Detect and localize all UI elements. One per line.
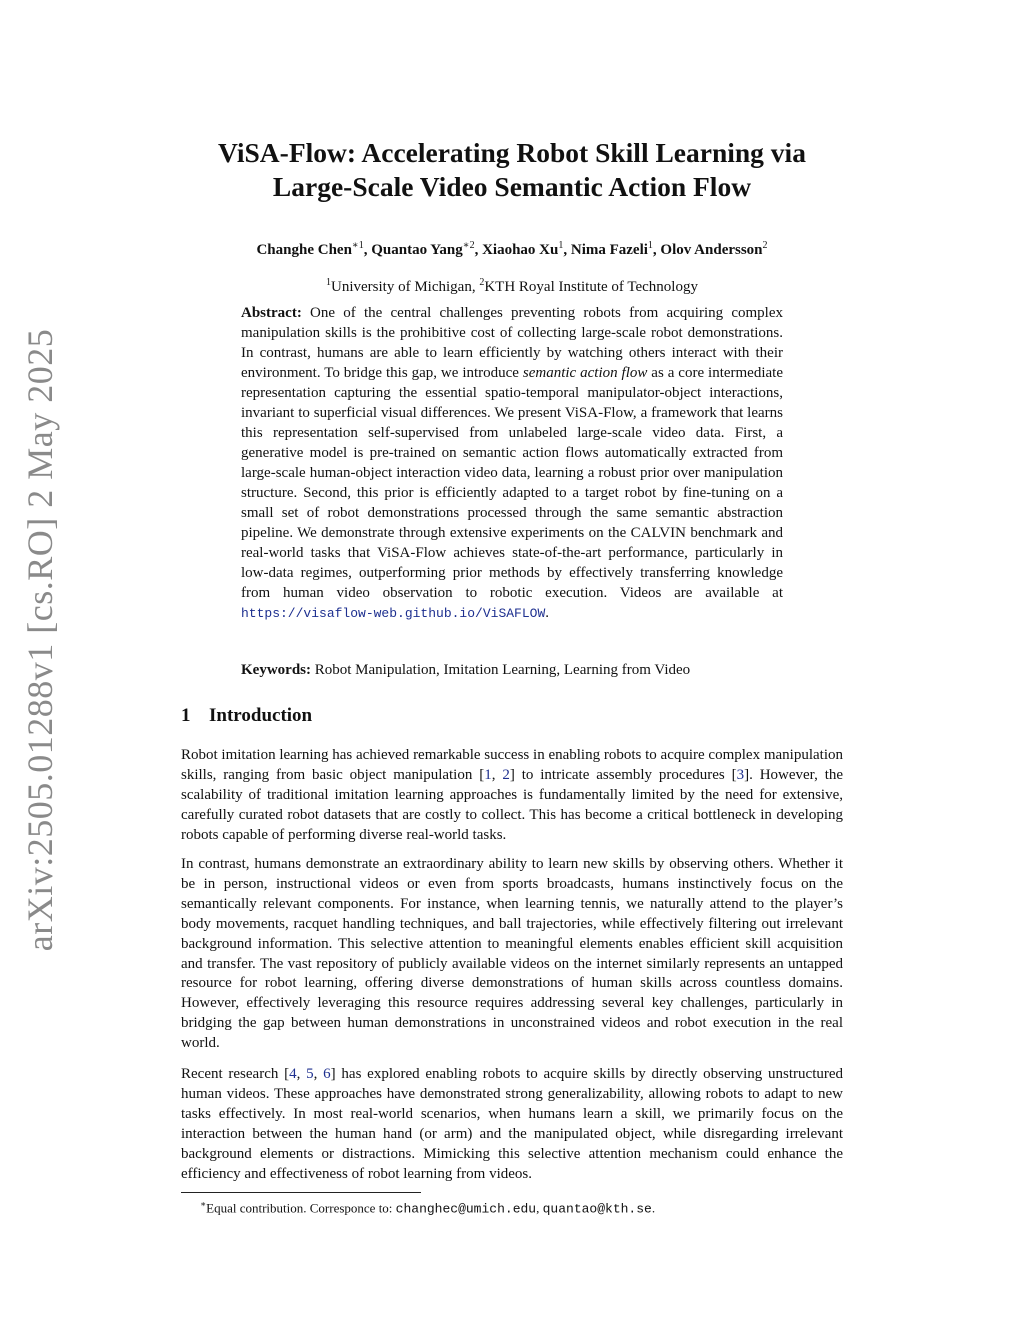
footnote-text: Equal contribution. Corresponce to: xyxy=(206,1200,396,1216)
author-list xyxy=(150,236,874,260)
arxiv-identifier: arXiv:2505.01288v1 [cs.RO] 2 May 2025 xyxy=(20,328,60,952)
affiliations xyxy=(150,273,874,297)
intro-paragraph-3 xyxy=(181,1065,843,1184)
abstract xyxy=(241,303,783,624)
author-affiliation-mark: 1 xyxy=(558,240,564,251)
author-affiliation-mark: 2 xyxy=(762,240,768,251)
abstract-label: Abstract: xyxy=(241,305,302,321)
abstract-text-b: as a core intermediate representation capturing the essential spatio-temporal manipulator-object interactions, invariant to superficial visual differences. We present ViSA-Flow, a framework that learns this representation self-supervised from unlabeled large-scale video data. First, a generative model is pre-trained on semantic action flows automatically extracted from large-scale human-object interaction video data, learning a robust prior over manipulation structure. Second, this prior is efficiently adapted to a target robot by fine-tuning on a small set of robot demonstrations processed through the same semantic abstraction pipeline. We demonstrate through extensive experiments on the CALVIN benchmark and real-world tasks that ViSA-Flow achieves state-of-the-art performance, particularly in low-data regimes, outperforming prior methods by effectively transferring knowledge from human video observation to robotic execution. Videos are available at xyxy=(241,365,783,601)
paragraph-text: ] to intricate assembly procedures [ xyxy=(509,766,737,783)
email-link-1[interactable]: changhec@umich.edu xyxy=(395,1201,537,1217)
citation-link[interactable]: 2 xyxy=(502,766,510,783)
author-affiliation-mark: ∗2 xyxy=(462,240,475,251)
project-url-link[interactable]: https://visaflow-web.github.io/ViSAFLOW xyxy=(241,606,546,621)
affiliation-name: KTH Royal Institute of Technology xyxy=(484,279,698,295)
paragraph-text: Recent research [ xyxy=(181,1066,290,1082)
citation-link[interactable]: 6 xyxy=(323,1066,331,1082)
paragraph-text: , xyxy=(491,766,503,783)
footnote-end: . xyxy=(651,1200,656,1216)
author-separator: , xyxy=(363,242,372,258)
author-separator: , xyxy=(652,242,661,258)
author-separator: , xyxy=(563,242,571,258)
author-name: Olov Andersson xyxy=(660,242,763,258)
author-name: Xiaohao Xu xyxy=(482,242,559,258)
title-line-1: ViSA-Flow: Accelerating Robot Skill Learning via xyxy=(218,137,806,168)
paragraph-text: , xyxy=(313,1066,324,1082)
citation-link[interactable]: 4 xyxy=(289,1066,297,1082)
affiliation-mark: 1 xyxy=(326,277,332,288)
author-name: Changhe Chen xyxy=(256,242,352,258)
footnote xyxy=(200,1195,655,1218)
footnote-mark: ∗ xyxy=(200,1199,207,1209)
affiliation-mark: 2 xyxy=(479,277,485,288)
citation-link[interactable]: 5 xyxy=(306,1066,314,1082)
section-title: Introduction xyxy=(209,705,313,726)
keywords xyxy=(241,660,783,680)
keywords-label: Keywords: xyxy=(241,662,311,678)
author-affiliation-mark: 1 xyxy=(647,240,653,251)
footnote-rule xyxy=(181,1192,421,1193)
author-separator: , xyxy=(474,242,483,258)
author-name: Quantao Yang xyxy=(371,242,463,258)
email-link-2[interactable]: quantao@kth.se xyxy=(542,1201,652,1217)
paragraph-text: ] has explored enabling robots to acquire skills by directly observing unstructured human videos. These approaches have demonstrated strong generalizability, allowing robots to adapt to new tasks effectively. In most real-world scenarios, when humans learn a skill, we primarily focus on the interaction between the human hand (or arm) and the manipulated object, while disregarding irrelevant background elements or distractions. Mimicking this selective attention mechanism could enhance the efficiency and effectiveness of robot learning from videos. xyxy=(181,1066,844,1182)
author-name: Nima Fazeli xyxy=(570,242,648,258)
paragraph-text: , xyxy=(296,1066,307,1082)
section-number: 1 xyxy=(181,705,191,726)
abstract-emphasis: semantic action flow xyxy=(522,365,648,381)
paragraph-text: In contrast, humans demonstrate an extraordinary ability to learn new skills by observing others. Whether it be in person, instructional videos or even from sports broadcasts, humans instinctively focus on the semantically relevant components. For instance, when learning tennis, we naturally attend to the player’s body movements, racquet handling techniques, and ball trajectories, while effectively filtering out irrelevant background information. This selective attention to meaningful elements enables efficient skill acquisition and transfer. The vast repository of publicly available videos on the internet similarly represents an untapped resource for robot learning, offering diverse demonstrations of human skills across countless domains. However, effectively leveraging this resource requires addressing several key challenges, particularly in bridging the gap between human demonstrations in unconstrained videos and robot execution in the real world. xyxy=(181,856,843,1052)
author-affiliation-mark: ∗1 xyxy=(351,240,364,251)
affiliation-name: University of Michigan, xyxy=(331,279,480,295)
title-line-2: Large-Scale Video Semantic Action Flow xyxy=(272,171,752,202)
paragraph-text: ]. However, the scalability of traditional imitation learning approaches is fundamentally limited by the need for extensive, carefully curated robot datasets that are costly to collect. This has become a critical bottleneck in developing robots capable of performing diverse real-world tasks. xyxy=(181,766,844,843)
abstract-end: . xyxy=(545,605,549,621)
paragraph-text: Robot imitation learning has achieved remarkable success in enabling robots to acquire complex manipulation skills, ranging from basic object manipulation [ xyxy=(181,747,843,783)
citation-link[interactable]: 1 xyxy=(484,766,492,783)
paper-title xyxy=(150,136,874,204)
abstract-text-a: One of the central challenges preventing robots from acquiring complex manipulation skills is the prohibitive cost of collecting large-scale robot demonstrations. In contrast, humans are able to learn efficiently by watching others interact with their environment. To bridge this gap, we introduce xyxy=(241,305,783,381)
citation-link[interactable]: 3 xyxy=(736,766,745,783)
intro-paragraph-1 xyxy=(181,746,843,846)
section-heading xyxy=(181,704,312,728)
footnote-sep: , xyxy=(536,1200,543,1216)
keywords-text: Robot Manipulation, Imitation Learning, Learning from Video xyxy=(314,662,691,678)
intro-paragraph-2 xyxy=(181,855,843,1054)
